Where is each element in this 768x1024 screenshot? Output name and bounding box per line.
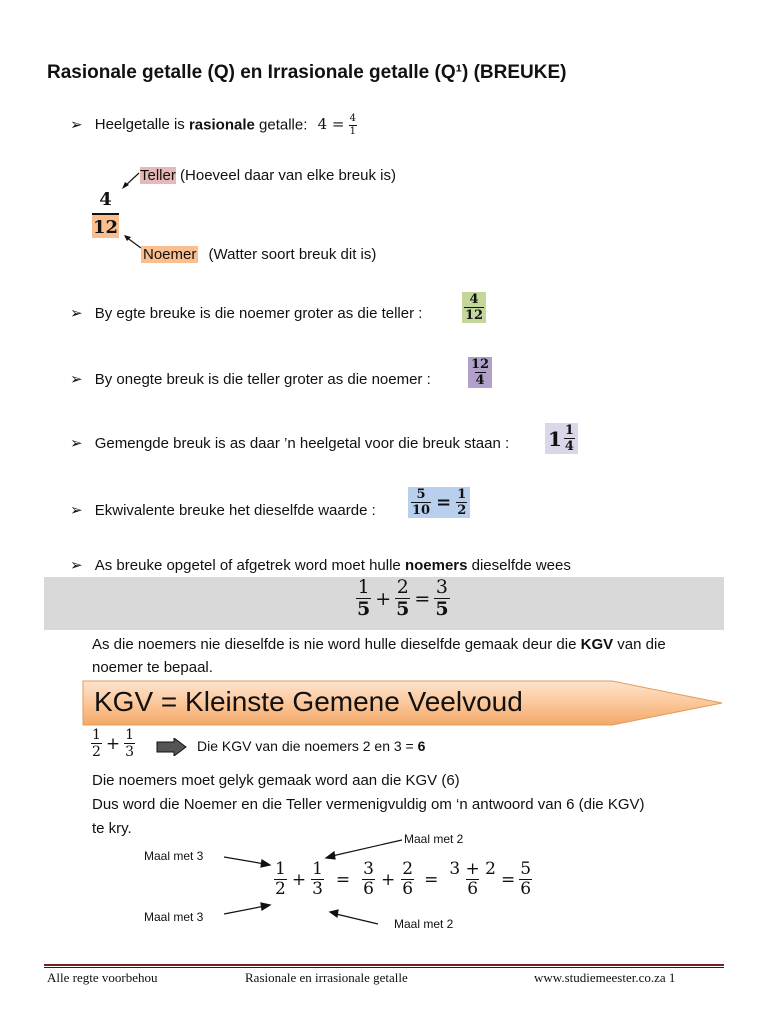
kgv-example: $\frac{1}{2}$ + $\frac{1}{3}$ (92, 727, 135, 760)
teller-label: Teller (Hoeveel daar van elke breuk is) (140, 167, 396, 184)
fraction-onegte: $\frac{12}{4}$ (468, 357, 492, 388)
bullet-rasionale: ➢ Heelgetalle is rasionale getalle: 4 = $\frac{4}{1}$ (70, 113, 356, 137)
bullet-opgetel: ➢ As breuke opgetel of afgetrek word moet hulle noemers dieselfde wees (70, 557, 571, 574)
bullet-onegte-breuk: ➢ By onegte breuk is die teller groter as die noemer : (70, 371, 431, 388)
equivalent-fractions: $\frac{5}{10}$ = $\frac{1}{2}$ (408, 487, 470, 518)
fraction-4-over-1: $\frac{4}{1}$ (349, 113, 356, 137)
bullet-glyph: ➢ (70, 116, 83, 134)
footer-center: Rasionale en irrasionale getalle (245, 970, 408, 985)
annotation-left-bottom: Maal met 3 (144, 910, 204, 924)
kgv-example-text: Die KGV van die noemers 2 en 3 = 6 (197, 738, 426, 754)
annotation-left-top: Maal met 3 (144, 849, 204, 863)
bullet-ekwivalente: ➢ Ekwivalente breuke het dieselfde waarde : (70, 502, 376, 519)
footer-divider (44, 964, 724, 966)
footer-divider-thin (44, 967, 724, 968)
annotation-right-bottom: Maal met 2 (394, 917, 454, 931)
mixed-fraction: 1 $\frac{1}{4}$ (545, 423, 578, 454)
sum-example: $\frac{1}{5}$ + $\frac{2}{5}$ = $\frac{3}{5}$ (357, 576, 449, 620)
page-title: Rasionale getalle (Q) en Irrasionale getalle (Q¹) (BREUKE) (47, 62, 567, 83)
kgv-intro-paragraph: As die noemers nie dieselfde is nie word hulle dieselfde gemaak deur die KGV van die noemer te bepaal. (92, 636, 666, 676)
final-equation: $\frac{1}{2}$ + $\frac{1}{3}$ = $\frac{3}{6}$ + $\frac{2}{6}$ = $\frac{3 + 2}{6}$ = $\frac{5}{6}$ (275, 859, 532, 899)
bullet-egte-breuke: ➢ By egte breuke is die noemer groter as die teller : (70, 305, 423, 322)
fraction-egte: $\frac{4}{12}$ (462, 292, 486, 323)
kgv-banner: KGV = Kleinste Gemene Veelvoud (82, 680, 511, 712)
footer-left: Alle regte voorbehou (47, 970, 158, 985)
kgv-explanation-paragraph: Die noemers moet gelyk gemaak word aan die KGV (6) Dus word die Noemer en die Teller vermenigvuldig om ‘n antwoord van 6 (die KGV) te kry. (92, 772, 645, 837)
bullet-gemengde-breuk: ➢ Gemengde breuk is as daar ’n heelgetal voor die breuk staan : (70, 435, 510, 452)
noemer-label: Noemer (Watter soort breuk dit is) (143, 246, 377, 263)
footer-right: www.studiemeester.co.za 1 (534, 970, 676, 985)
big-fraction: $\frac{4}{12}$ (93, 189, 119, 238)
annotation-right-top: Maal met 2 (404, 832, 464, 846)
